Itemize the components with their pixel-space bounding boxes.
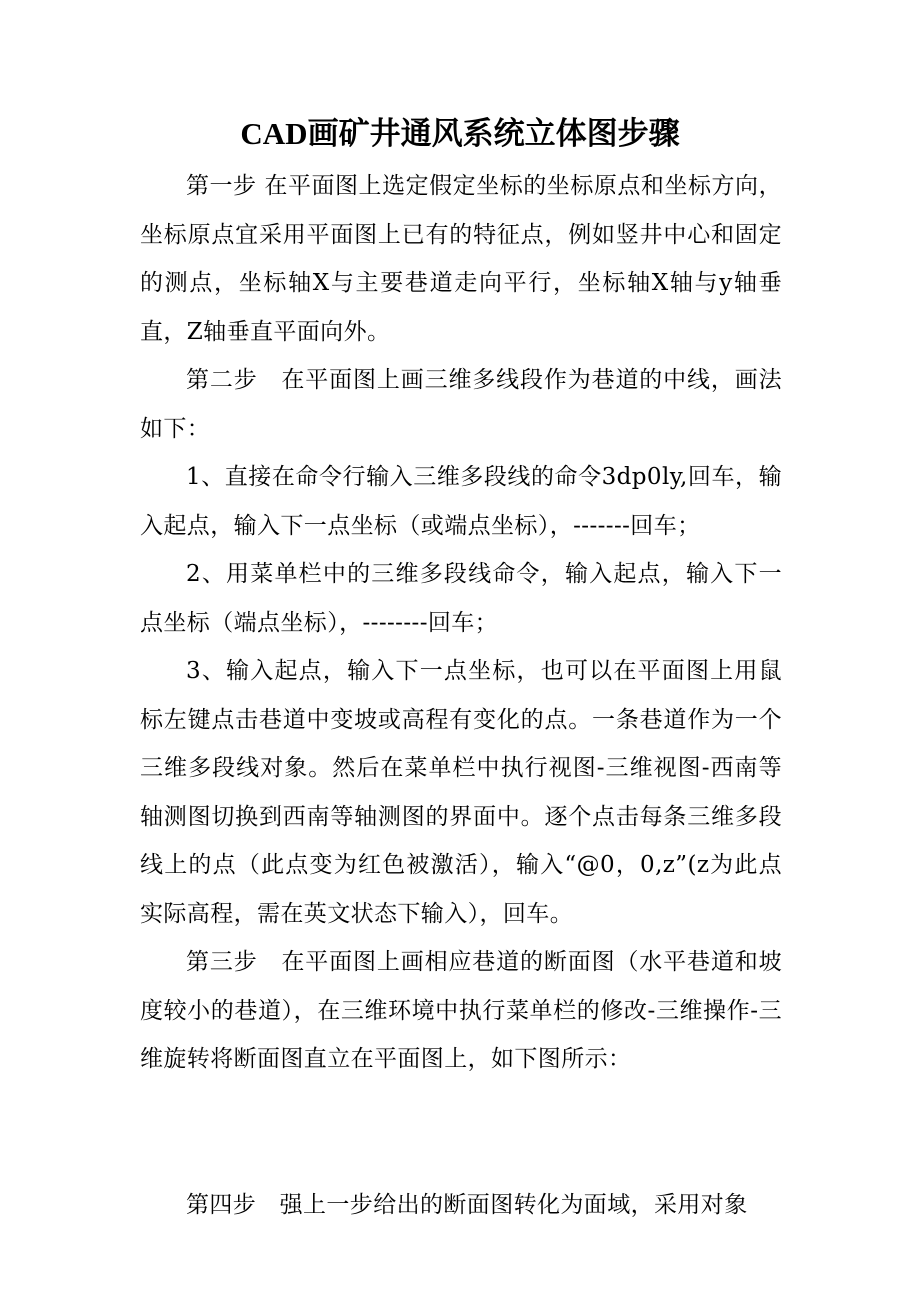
paragraph-method-1: 1、直接在命令行输入三维多段线的命令3dp0ly,回车，输入起点，输入下一点坐标（或端点坐标），-------回车； — [140, 464, 782, 539]
paragraph-method-3: 3、输入起点，输入下一点坐标，也可以在平面图上用鼠标左键点击巷道中变坡或高程有变化的点。一条巷道作为一个三维多段线对象。然后在菜单栏中执行视图-三维视图-西南等轴测图切换到西南等轴测图的界面中。逐个点击每条三维多段线上的点（此点变为红色被激活），输入“@0，0,z”(z为此点实际高程，需在英文状态下输入），回车。 — [140, 658, 782, 927]
paragraph-method-2: 2、用菜单栏中的三维多段线命令，输入起点，输入下一点坐标（端点坐标），--------回车； — [140, 561, 782, 636]
document-body — [140, 162, 782, 1229]
paragraph-step-2: 第二步 在平面图上画三维多线段作为巷道的中线，画法如下： — [140, 367, 782, 442]
paragraph-step-4: 第四步 强上一步给出的断面图转化为面域，采用对象 — [186, 1191, 748, 1218]
paragraph-step-1: 第一步 在平面图上选定假定坐标的坐标原点和坐标方向，坐标原点宜采用平面图上已有的特征点，例如竖井中心和固定的测点，坐标轴X与主要巷道走向平行，坐标轴X轴与y轴垂直，Z轴垂直平面向外。 — [140, 173, 782, 345]
figure-gap — [140, 1084, 782, 1181]
paragraph-step-3: 第三步 在平面图上画相应巷道的断面图（水平巷道和坡度较小的巷道），在三维环境中执行菜单栏的修改-三维操作-三维旋转将断面图直立在平面图上，如下图所示： — [140, 949, 782, 1072]
document-title: CAD画矿井通风系统立体图步骤 — [240, 116, 680, 151]
